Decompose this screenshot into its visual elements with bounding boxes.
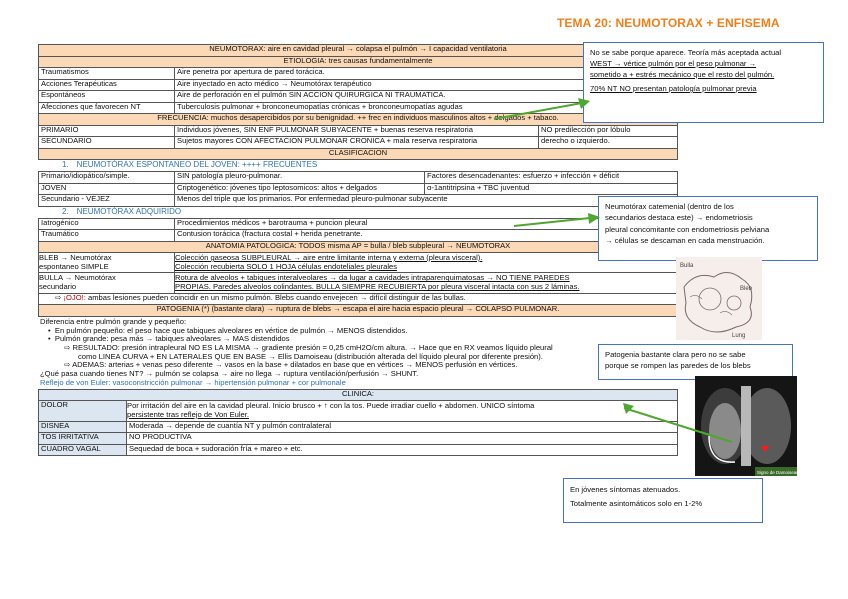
table-row: SECUNDARIO Sujetos mayores CON AFECTACION PULMONAR CRONICA + mala reserva respiratoria derecho o izquierdo. [38, 137, 678, 149]
frecuencia-header: FRECUENCIA: muchos desapercibidos por su benignidad. ++ frec en individuos masculinos altos + delgados + tabaco. [38, 114, 678, 126]
note-symptoms: En jóvenes síntomas atenuados. Totalmente asintomáticos solo en 1-2% [563, 478, 763, 523]
table-row: Espontáneos Aire de perforación en el pulmón SIN ACCION QUIRURGICA NI TRAUMATICA. [38, 91, 678, 103]
note-catamenial: Neumotórax catemenial (dentro de los secundarios destaca este) → endometriosis pleural concomitante con endometriosis pelviana → células se descaman en cada menstruación. [598, 196, 818, 261]
table-row: BLEB → Neumotórax espontaneo SIMPLE Colección gaseosa SUBPLEURAL → aire entre limitante interna y externa (pleura visceral). Colección recubierta SOLO 1 HOJA células endoteliales pleurales [38, 253, 678, 273]
table-row: BULLA → Neumotórax secundario Rotura de alveolos + tabiques interalveolares → da lugar a cavidades intraparenquimatosas → NO TIENE PAREDES PROPIAS. Paredes alveolos colindantes. BULLA SIEMPRE RECUBIERTA por pleura visceral intacta con sus 2 láminas. [38, 273, 678, 293]
arrow-to-xray-icon [620, 400, 740, 450]
arrow-to-catamenial-note-icon [510, 212, 605, 232]
table-row: Primario/idiopático/simple. SIN patología pleuro-pulmonar. Factores desencadenantes: esfuerzo + infección + déficit [38, 171, 678, 184]
page-title: TEMA 20: NEUMOTORAX + ENFISEMA [557, 16, 780, 30]
arrow-to-west-note-icon [490, 95, 600, 125]
bleb-bulla-drawing [676, 257, 762, 340]
table-row: JOVEN Criptogenético: jóvenes tipo leptosomicos: altos + delgados α-1antitripsina + TBC juventud [38, 184, 678, 196]
table-row: ⇨ ¡OJO!: ambas lesiones pueden coincidir en un mismo pulmón. Blebs cuando envejecen → difícil distinguir de las bullas. [38, 294, 678, 306]
bleb-bulla-diagram [676, 257, 762, 340]
section-heading: 1. NEUMOTÓRAX ESPONTANEO DEL JOVEN: ++++ FRECUENTES [62, 160, 318, 169]
table-row: TOS IRRITATIVA NO PRODUCTIVA [38, 433, 678, 445]
note-patogenia: Patogenia bastante clara pero no se sabe porque se rompen las paredes de los blebs [598, 344, 793, 380]
definition-header: NEUMOTORAX: aire en cavidad pleural → colapsa el pulmón → I capacidad ventilatoria [38, 44, 678, 57]
clinica-header: CLINICA: [38, 389, 678, 402]
etiologia-header: ETIOLOGIA: tres causas fundamentalmente [38, 57, 678, 69]
diagram-label-bulla: Bulla [680, 263, 694, 269]
table-row: Secundario - VEJEZ Menos del triple que los primarios. Por enfermedad pleuro-pulmonar subyacente [38, 195, 678, 207]
table-row: Afecciones que favorecen NT Tuberculosis pulmonar + bronconeumopatías crónicas + bronconeumopatías agudas [38, 103, 678, 115]
diagram-label-lung: Lung [732, 333, 746, 339]
note-west-theory: No se sabe porque aparece. Teoría más aceptada actual WEST → vértice pulmón por el peso pulmonar → sometido a + estrés mecánico que el resto del pulmón. 70% NT NO presentan patología pulmonar previa [583, 42, 824, 123]
table-row: CUADRO VAGAL Sequedad de boca + sudoración fría + mareo + etc. [38, 445, 678, 457]
diagram-label-bleb: Bleb [740, 286, 753, 292]
anatomia-header: ANATOMIA PATOLOGICA: TODOS misma AP = bulla / bleb subpleural → NEUMOTORAX [38, 242, 678, 254]
section-heading: 2. NEUMOTÓRAX ADQUIRIDO [62, 206, 182, 216]
table-row: Traumatismos Aire penetra por apertura de pared torácica. [38, 68, 678, 80]
patogenia-text: Diferencia entre pulmón grande y pequeño: • En pulmón pequeño: el peso hace que tabiques alveolares en vértice de pulmón → MENOS distendidos. • Pulmón grande: pesa más → tabiques alveolares → MAS distendidos ⇨ RESULTADO: presión intrapleural NO ES LA MISMA → gradiente presión = 0,25 cmH2O/cm altura. → Hace que en RX veamos líquido pleural como LINEA CURVA + EN LATERALES QUE EN BASE → Ellis Damoiseau (distribución alterada del líquido pleural por diferente presión). ⇨ ADEMAS: arterias + venas peso diferente → vasos en la base + dilatados en base que en vértices → MENOS perfusión en vértices. ¿Qué pasa cuando tienes NT? → pulmón se colapsa → aire no llega → ruptura ventilación/perfusión → SHUNT. Reflejo de von Euler: vasoconstricción pulmonar → hipertensión pulmonar + cor pulmonale [40, 316, 553, 387]
table-row: DISNEA Moderada → depende de cuantía NT y pulmón contralateral [38, 422, 678, 434]
clasificacion-header: CLASIFICACION [38, 149, 678, 161]
patogenia-header: PATOGENIA (*) (bastante clara) → ruptura de blebs → escapa el aire hacia espacio pleural → COLAPSO PULMONAR. [38, 305, 678, 317]
xray-caption: Signo de Damoiseau Ellis [757, 470, 809, 475]
table-row: Iatrogénico Procedimientos médicos + barotrauma + puncion pleural [38, 218, 678, 231]
table-row: Acciones Terapéuticas Aire inyectado en acto médico → Neumotórax terapéutico [38, 80, 678, 92]
table-row: DOLOR Por irritación del aire en la cavidad pleural. Inicio brusco + ↑ con la tos. Puede irradiar cuello + abdomen. UNICO síntoma persistente tras reflejo de Von Euler. [38, 401, 678, 421]
table-row: PRIMARIO Individuos jóvenes, SIN ENF PULMONAR SUBYACENTE + buenas reserva respiratoria NO predilección por lóbulo [38, 126, 678, 138]
table-row: Traumático Contusion torácica (fractura costal + herida penetrante. [38, 230, 678, 242]
